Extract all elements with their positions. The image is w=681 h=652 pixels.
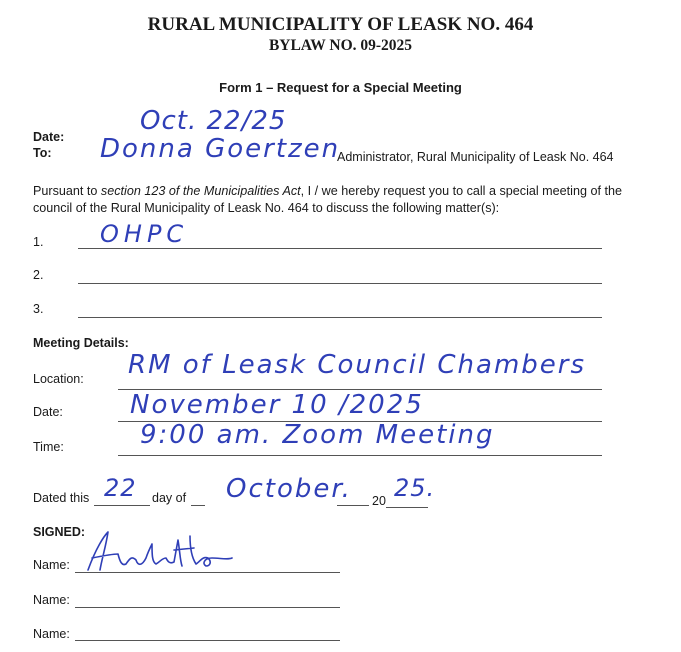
time-label: Time: [33, 440, 64, 454]
handwritten-signature [82, 528, 242, 578]
year-line [386, 507, 428, 508]
meeting-date-handwritten: November 10 /2025 [130, 390, 424, 420]
month-line-lead [191, 505, 205, 506]
signed-heading: SIGNED: [33, 525, 86, 539]
dated-year-prefix: 20 [372, 494, 386, 508]
to-administrator: Administrator, Rural Municipality of Leask No. 464 [337, 150, 614, 164]
to-label: To: [33, 146, 52, 160]
time-line [118, 455, 602, 456]
dated-year: 25. [394, 474, 436, 502]
name-3-label: Name: [33, 627, 70, 641]
location-label: Location: [33, 372, 84, 386]
name-1-label: Name: [33, 558, 70, 572]
item-2-number: 2. [33, 268, 44, 282]
request-paragraph: Pursuant to section 123 of the Municipalities Act, I / we hereby request you to call a special meeting of the council of the Rural Municipality of Leask No. 464 to discuss the following matter(s): [33, 184, 622, 215]
name-1-line [75, 572, 340, 573]
item-2-line [78, 283, 602, 284]
bylaw-number: BYLAW NO. 09-2025 [268, 37, 413, 54]
item-3-number: 3. [33, 302, 44, 316]
name-2-label: Name: [33, 593, 70, 607]
item-1-line [78, 248, 602, 249]
item-3-line [78, 317, 602, 318]
dated-month: October. [226, 474, 352, 504]
location-handwritten: RM of Leask Council Chambers [128, 350, 587, 380]
dated-prefix: Dated this [33, 491, 90, 505]
date-label: Date: [33, 130, 65, 144]
to-handwritten: Donna Goertzen [100, 134, 341, 164]
name-2-line [75, 607, 340, 608]
form-title: Form 1 – Request for a Special Meeting [219, 80, 462, 95]
item-1-value: OHPC [100, 220, 189, 248]
dated-day: 22 [104, 474, 137, 502]
municipality-title: RURAL MUNICIPALITY OF LEASK NO. 464 [147, 14, 534, 35]
date-handwritten: Oct. 22/25 [140, 106, 287, 136]
meeting-details-heading: Meeting Details: [33, 336, 129, 350]
name-3-line [75, 640, 340, 641]
item-1-number: 1. [33, 235, 44, 249]
dated-day-of: day of [152, 491, 187, 505]
day-line [94, 505, 150, 506]
meeting-date-label: Date: [33, 405, 63, 419]
time-handwritten: 9:00 am. Zoom Meeting [140, 420, 495, 450]
month-line [337, 505, 369, 506]
